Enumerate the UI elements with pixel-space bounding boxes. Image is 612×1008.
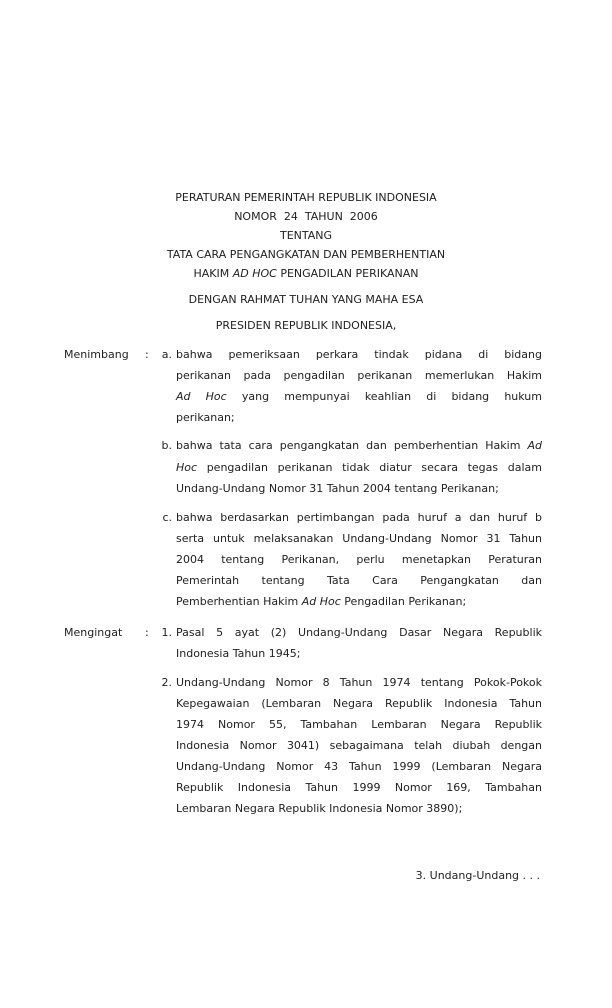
paragraph-line [176, 550, 542, 570]
italic-text: Hoc [176, 461, 198, 474]
item-marker: a. [161, 348, 172, 361]
text: Undang-Undang Nomor 8 Tahun 1974 tentang Pokok-Pokok [176, 676, 542, 689]
text: yang mempunyai keahlian di bidang hukum [226, 390, 542, 403]
text: bahwa pemeriksaan perkara tindak pidana di bidang [176, 348, 542, 361]
text: Republik Indonesia Tahun 1999 Nomor 169, Tambahan [176, 781, 542, 794]
text: Indonesia Nomor 3041) sebagaimana telah diubah dengan [176, 739, 542, 752]
italic-text: Ad Hoc [176, 390, 227, 403]
item-marker: b. [161, 439, 172, 452]
paragraph-line [176, 366, 542, 386]
text: Pemerintah tentang Tata Cara Pengangkatan dan [176, 574, 542, 587]
text: bahwa tata cara pengangkatan dan pemberhentian Hakim [176, 439, 528, 452]
text: perikanan pada pengadilan perikanan memerlukan Hakim [176, 369, 542, 382]
text: 2004 tentang Perikanan, perlu menetapkan Peraturan [176, 553, 542, 566]
text: Pengadilan Perikanan; [340, 595, 467, 608]
italic-text: Ad Hoc [301, 595, 341, 608]
section-colon: : [145, 348, 149, 361]
section-colon: : [145, 626, 149, 639]
title-subject-2 [0, 264, 612, 284]
italic-text: AD HOC [232, 267, 277, 280]
paragraph-line [176, 644, 542, 664]
section-label: Menimbang [64, 348, 129, 361]
text: Undang-Undang Nomor 31 Tahun 2004 tentang Perikanan; [176, 482, 499, 495]
text: PENGADILAN PERIKANAN [276, 267, 419, 280]
title-number: NOMOR 24 TAHUN 2006 [234, 210, 378, 223]
paragraph-line [176, 479, 542, 499]
text: pengadilan perikanan tidak diatur secara tegas dalam [197, 461, 542, 474]
text: Pasal 5 ayat (2) Undang-Undang Dasar Negara Republik [176, 626, 542, 639]
text: 1974 Nomor 55, Tambahan Lembaran Negara Republik [176, 718, 542, 731]
president-line: PRESIDEN REPUBLIK INDONESIA, [215, 319, 397, 332]
paragraph-line [176, 387, 542, 407]
item-marker: 2. [161, 676, 172, 689]
text: Indonesia Tahun 1945; [176, 647, 301, 660]
paragraph-line [176, 799, 542, 819]
text: Undang-Undang Nomor 43 Tahun 1999 (Lembaran Negara [176, 760, 542, 773]
paragraph-line [176, 736, 542, 756]
text: Pemberhentian Hakim [176, 595, 302, 608]
paragraph-line [176, 508, 542, 528]
text: perikanan; [176, 411, 235, 424]
item-marker: 1. [161, 626, 172, 639]
paragraph-line [176, 571, 542, 591]
paragraph-line [176, 778, 542, 798]
paragraph-line [176, 458, 542, 478]
paragraph-line [176, 694, 542, 714]
text: Lembaran Negara Republik Indonesia Nomor 3890); [176, 802, 463, 815]
paragraph-line [176, 715, 542, 735]
item-marker: c. [162, 511, 172, 524]
page-continuation: 3. Undang-Undang . . . [415, 869, 540, 882]
paragraph-line [176, 757, 542, 777]
paragraph-line [176, 623, 542, 643]
text: Kepegawaian (Lembaran Negara Republik Indonesia Tahun [176, 697, 542, 710]
paragraph-line [176, 408, 542, 428]
paragraph-line [176, 673, 542, 693]
invocation: DENGAN RAHMAT TUHAN YANG MAHA ESA [188, 293, 424, 306]
paragraph-line [176, 592, 542, 612]
section-label: Mengingat [64, 626, 123, 639]
text: serta untuk melaksanakan Undang-Undang Nomor 31 Tahun [176, 532, 542, 545]
text: HAKIM [193, 267, 233, 280]
title-line-1: PERATURAN PEMERINTAH REPUBLIK INDONESIA [175, 191, 437, 204]
text: bahwa berdasarkan pertimbangan pada huruf a dan huruf b [176, 511, 542, 524]
title-tentang: TENTANG [279, 229, 333, 242]
title-subject-1: TATA CARA PENGANGKATAN DAN PEMBERHENTIAN [166, 248, 446, 261]
paragraph-line [176, 529, 542, 549]
italic-text: Ad [527, 439, 542, 452]
paragraph-line [176, 345, 542, 365]
paragraph-line [176, 436, 542, 456]
